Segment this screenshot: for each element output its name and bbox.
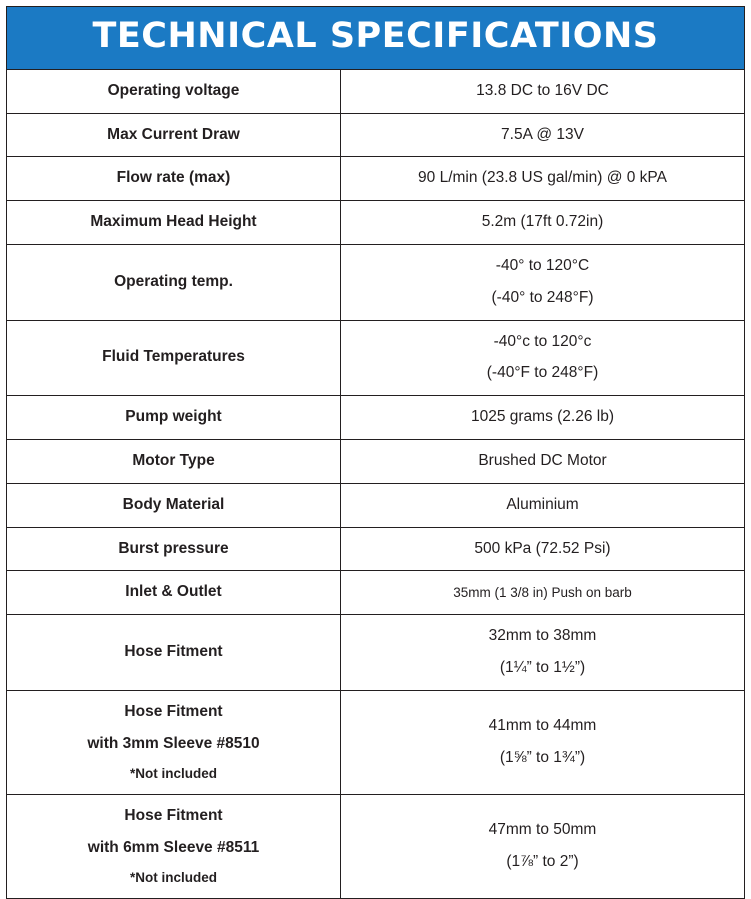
table-row [7, 794, 744, 898]
spec-label-line: Body Material [122, 495, 225, 513]
table-row [7, 396, 744, 440]
spec-label-line: Motor Type [132, 451, 215, 469]
spec-value-cell [341, 571, 745, 615]
table-row [7, 244, 744, 320]
spec-value-cell [341, 320, 745, 396]
spec-value-line: 500 kPa (72.52 Psi) [474, 539, 611, 557]
spec-value-line: 1025 grams (2.26 lb) [470, 408, 615, 426]
spec-label-line: Operating voltage [107, 81, 240, 99]
table-row [7, 690, 744, 794]
spec-value-line: 32mm to 38mm [488, 627, 597, 645]
spec-label-line: Flow rate (max) [116, 169, 231, 187]
spec-label-cell [7, 201, 341, 245]
spec-value-line: 35mm (1 3/8 in) Push on barb [453, 584, 632, 600]
spec-label-cell [7, 244, 341, 320]
spec-value-line: Aluminium [506, 495, 579, 513]
spec-label-line: Hose Fitment [124, 806, 223, 824]
spec-label-cell [7, 615, 341, 691]
spec-label-cell [7, 157, 341, 201]
spec-label-line: Max Current Draw [107, 125, 240, 143]
spec-value-line: (1⅞” to 2”) [506, 852, 579, 870]
spec-value-cell [341, 690, 745, 794]
spec-value-cell [341, 157, 745, 201]
spec-rows [7, 70, 744, 898]
spec-label-cell [7, 396, 341, 440]
spec-label-cell [7, 113, 341, 157]
spec-value-cell [341, 244, 745, 320]
spec-value-line: (-40°F to 248°F) [486, 364, 599, 382]
spec-value-cell [341, 794, 745, 898]
spec-value-cell [341, 201, 745, 245]
table-row [7, 615, 744, 691]
spec-value-line: 13.8 DC to 16V DC [476, 81, 609, 99]
spec-value-cell [341, 396, 745, 440]
spec-label-cell [7, 439, 341, 483]
spec-label-line: Inlet & Outlet [125, 583, 222, 601]
spec-value-cell [341, 615, 745, 691]
spec-value-line: (-40° to 248°F) [491, 288, 594, 306]
spec-label-line: Operating temp. [114, 272, 233, 290]
spec-value-line: -40° to 120°C [495, 256, 590, 274]
technical-specifications-table [6, 6, 745, 899]
spec-label-line: Maximum Head Height [90, 213, 257, 231]
spec-label-cell [7, 527, 341, 571]
spec-value-line: 7.5A @ 13V [501, 125, 584, 143]
spec-value-cell [341, 113, 745, 157]
table-row [7, 157, 744, 201]
spec-label-line: *Not included [130, 766, 217, 782]
spec-value-line: (1¼” to 1½”) [499, 658, 586, 676]
spec-value-line: (1⅝” to 1¾”) [499, 748, 586, 766]
table-row [7, 70, 744, 113]
spec-label-cell [7, 690, 341, 794]
spec-label-line: *Not included [130, 870, 217, 886]
table-row [7, 571, 744, 615]
spec-value-cell [341, 439, 745, 483]
spec-value-line: 5.2m (17ft 0.72in) [481, 213, 604, 231]
spec-value-line: 41mm to 44mm [488, 717, 597, 734]
spec-label-line: Pump weight [125, 408, 222, 426]
spec-label-line: Hose Fitment [124, 702, 223, 720]
spec-value-cell [341, 70, 745, 113]
spec-label-cell [7, 320, 341, 396]
spec-value-line: 90 L/min (23.8 US gal/min) @ 0 kPA [418, 169, 667, 187]
spec-value-line: -40°c to 120°c [493, 332, 592, 350]
table-title: TECHNICAL SPECIFICATIONS [7, 7, 744, 70]
table-row [7, 439, 744, 483]
spec-value-cell [341, 527, 745, 571]
spec-value-line: Brushed DC Motor [478, 451, 607, 469]
spec-label-line: with 6mm Sleeve #8511 [87, 838, 260, 856]
spec-label-cell [7, 70, 341, 113]
spec-value-cell [341, 483, 745, 527]
spec-label-cell [7, 794, 341, 898]
spec-value-line: 47mm to 50mm [488, 821, 597, 839]
spec-label-cell [7, 571, 341, 615]
spec-label-cell [7, 483, 341, 527]
spec-label-line: Fluid Temperatures [102, 348, 245, 366]
table-row [7, 483, 744, 527]
spec-label-line: with 3mm Sleeve #8510 [87, 734, 260, 752]
table-row [7, 320, 744, 396]
spec-label-line: Hose Fitment [124, 643, 223, 660]
table-row [7, 201, 744, 245]
table-row [7, 527, 744, 571]
table-row [7, 113, 744, 157]
spec-label-line: Burst pressure [118, 539, 229, 557]
